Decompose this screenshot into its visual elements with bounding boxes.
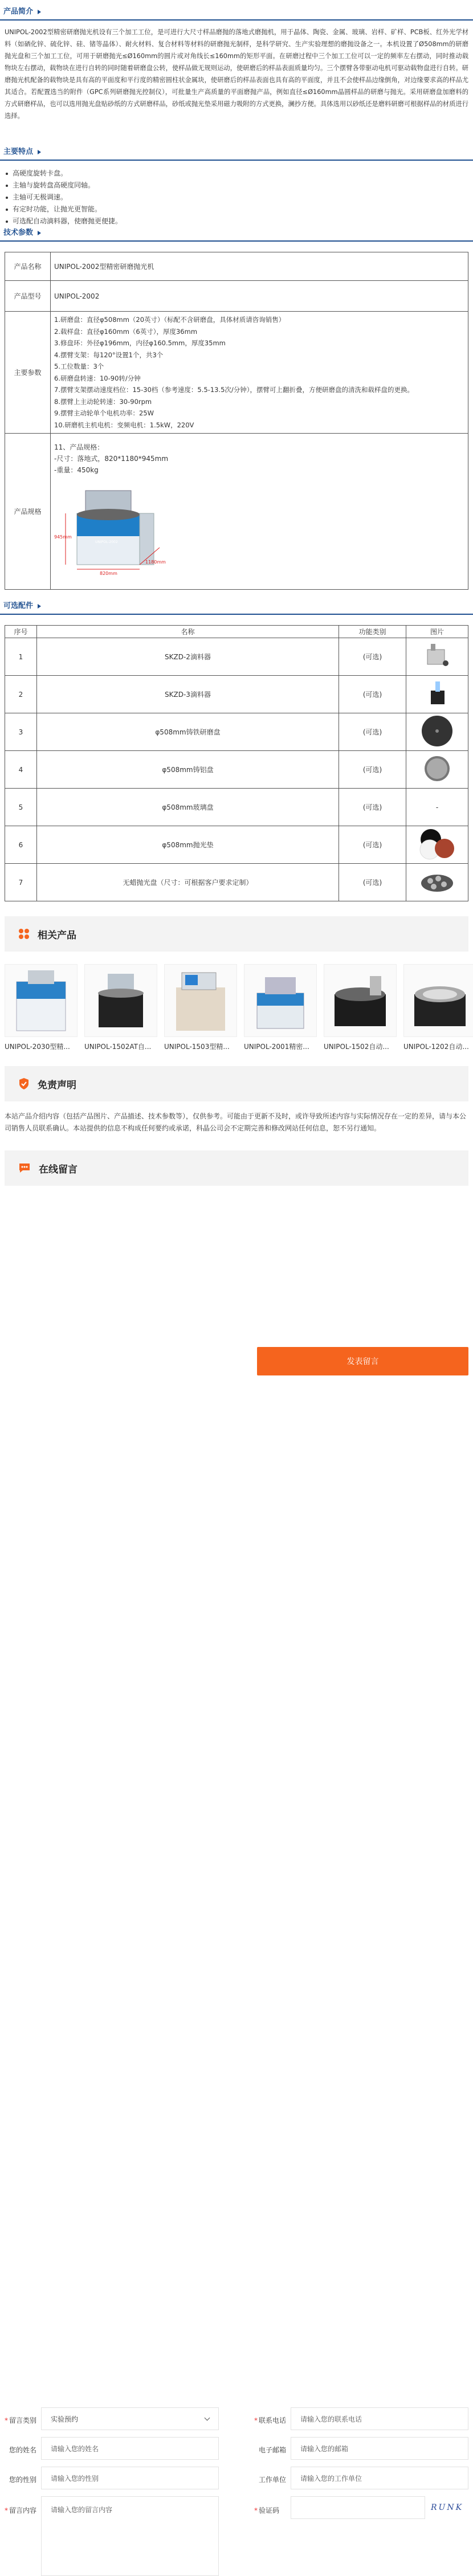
product-name[interactable]: UNIPOL-1502AT自...	[84, 1043, 152, 1051]
product-card[interactable]	[84, 964, 157, 1051]
product-name[interactable]: UNIPOL-2030型精...	[5, 1043, 70, 1051]
type-label: * 留言类别	[5, 2416, 37, 2424]
intro-text: UNIPOL-2002型精密研磨抛光机设有三个加工工位，是可进行大尺寸样品磨抛的落地式磨抛机，用于晶体、陶瓷、金属、玻璃、岩样、矿样、PCB板、红外光学材料（如硒化锌、硫化锌、硅、锗等晶体）、耐火材料、复合材料等材料的研磨抛光制样，是科学研究、生产实验理想的磨抛设备之一。本机设置了Ø508mm的研磨抛光盘和三个加工工位，可用于研磨抛光≤Ø160mm的圆片或对角线长≤160mm的矩形平面。在研磨过程中三个加工工位可以一定的频率左右摆动，同时推动载物块左右摆动，载物块在进行自转的同时随着研磨盘公转，使样品做无规则运动，使研磨后的样品表面质量均匀。三个摆臂各带驱动电机可驱动载物盘进行自转。研磨抛光机配备的载物块是具有高的平面度和平行度的精密圆柱状金属块，使研磨后的样品表面也具有高的平面度，并且不会使样品边缘倒角，对边缘要求高的样品尤其适合。若配置选当的附件（GPC系列研磨抛光控制仪），可批量生产高质量的平面磨抛产品，例如直径≤Ø160mm晶圆样品的研磨与抛光。采用研磨盘加磨料的方式研磨样品，也可以选用抛光盘贴砂纸的方式研磨样品，砂纸或抛光垫采用磁力吸附的方式更换，澜抄方便。具体选用以砂纸还是磨料研磨可根据样品的材质进行选择。	[5, 28, 468, 120]
chat-icon	[18, 1162, 31, 1174]
spec-param-line: 6.研磨盘转速：10-90转/分钟	[54, 374, 141, 382]
spec-param-line: 7.摆臂支架摆动速度档位：15-30档（参考速度：5.5-13.5次/分钟），摆臂可上翻折叠，方便研磨盘的清洗和载样盘的更换。	[54, 386, 414, 394]
col-header: 名称	[37, 626, 339, 638]
dispenser-image	[423, 679, 451, 708]
captcha-image[interactable]: RUNK	[431, 2503, 464, 2512]
arrow-right-icon	[38, 604, 41, 609]
related-products-list	[0, 952, 473, 1051]
company-input[interactable]: 请输入您的工作单位	[291, 2467, 468, 2489]
grid-icon	[18, 928, 30, 940]
list-item: 主轴可无极调速。	[6, 191, 468, 203]
content-textarea[interactable]: 请输入您的留言内容	[41, 2496, 219, 2576]
table-row: 2 SKZD-3滴料器 (可选)	[5, 676, 468, 713]
phone-label: * 联系电话	[254, 2416, 287, 2424]
section-header-features: 主要特点	[0, 140, 473, 161]
product-name[interactable]: UNIPOL-1202自动...	[403, 1043, 469, 1051]
machine-brand-label: UNIPOL-2002	[95, 540, 118, 544]
section-header-accessories: 可选配件	[0, 594, 473, 615]
gender-label: 您的性别	[9, 2476, 37, 2484]
dim-depth-label: 1180mm	[145, 560, 166, 565]
product-card[interactable]	[164, 964, 237, 1051]
col-header: 图片	[406, 626, 468, 638]
disclaimer-title: 免责声明	[38, 1079, 76, 1091]
spec-param-line: 4.摆臂支架：每120°设置1个，共3个	[54, 350, 164, 359]
aluminum-disc-image	[420, 753, 454, 785]
spec-key: 产品规格	[5, 434, 51, 590]
spec-key: 主要参数	[5, 312, 51, 434]
spec-param-line: 2.载样盘：直径φ160mm（6英寸），厚度36mm	[54, 327, 198, 336]
arrow-right-icon	[38, 150, 41, 154]
shield-icon	[18, 1077, 30, 1090]
machine-image	[54, 479, 168, 576]
product-name[interactable]: UNIPOL-1502自动...	[324, 1043, 389, 1051]
spec-size	[51, 434, 468, 590]
captcha-input[interactable]	[291, 2496, 425, 2519]
captcha-label: * 验证码	[254, 2506, 280, 2514]
list-item: 高硬度旋转卡盘。	[6, 168, 468, 179]
product-name[interactable]: UNIPOL-2001精密...	[244, 1043, 309, 1051]
spec-param-line: 3.修盘环：外径φ196mm，内径φ160.5mm，厚度35mm	[54, 339, 226, 347]
feature-list	[0, 161, 473, 225]
spec-param-line: 9.摆臂主动轮单个电机功率：25W	[54, 409, 154, 417]
iron-disc-image	[420, 715, 454, 747]
spec-size-line: 11、产品规格：	[54, 443, 104, 451]
related-products-header	[5, 916, 468, 952]
list-item: 有定时功能，让抛光更智能。	[6, 203, 468, 215]
table-row: 1 SKZD-2滴料器 (可选)	[5, 638, 468, 676]
gender-input[interactable]: 请输入您的性别	[41, 2467, 219, 2489]
message-title: 在线留言	[39, 1164, 78, 1175]
disclaimer-text: 本站产品介绍内容（包括产品图片、产品描述、技术参数等），仅供参考。可能由于更新不及时，或许导致所述内容与实际情况存在一定的差异，请与本公司销售人员联系确认。本站提供的信息不构成任何要约或承诺，科晶公司会不定期完善和修改网站任何信息，恕不另行通知。	[5, 1112, 467, 1132]
spec-size-line: -尺寸：落地式，820*1180*945mm	[54, 455, 169, 463]
spec-table	[5, 252, 468, 590]
spec-param-line: 1.研磨盘：直径φ508mm（20英寸）（标配不含研磨盘，具体材质请咨询销售）	[54, 316, 286, 324]
product-image[interactable]	[84, 964, 157, 1037]
disclaimer-header	[5, 1066, 468, 1101]
table-row: 4 φ508mm铸铝盘 (可选)	[5, 751, 468, 789]
product-image[interactable]	[324, 964, 397, 1037]
dim-height-label: 945mm	[54, 534, 72, 540]
spec-params	[51, 312, 468, 434]
product-name[interactable]: UNIPOL-1503型精...	[164, 1043, 230, 1051]
waxless-disc-image	[420, 868, 454, 895]
name-label: 您的姓名	[9, 2446, 37, 2454]
product-card[interactable]	[5, 964, 78, 1051]
table-row: 3 φ508mm铸铁研磨盘 (可选)	[5, 713, 468, 751]
spec-value: UNIPOL-2002型精密研磨抛光机	[51, 252, 468, 281]
dispenser-image	[423, 642, 451, 670]
accessories-table	[5, 625, 468, 901]
phone-input[interactable]: 请输入您的联系电话	[291, 2407, 468, 2430]
related-products-title: 相关产品	[38, 929, 76, 941]
spec-param-line: 8.摆臂上主动轮转速：30-90rpm	[54, 397, 152, 406]
email-input[interactable]: 请输入您的邮箱	[291, 2437, 468, 2460]
section-header-intro: 产品简介	[0, 0, 473, 21]
email-label: 电子邮箱	[259, 2446, 287, 2454]
spec-value: UNIPOL-2002	[51, 281, 468, 312]
product-image[interactable]	[403, 964, 473, 1037]
spec-size-line: -重量：450kg	[54, 466, 99, 474]
table-row: 6 φ508mm抛光垫 (可选)	[5, 826, 468, 864]
spec-key: 产品型号	[5, 281, 51, 312]
list-item: 可选配自动滴料器，使磨抛更便捷。	[6, 215, 468, 227]
col-header: 序号	[5, 626, 37, 638]
product-card[interactable]	[324, 964, 397, 1051]
table-row: 5 φ508mm玻璃盘 (可选) -	[5, 789, 468, 826]
spec-param-line: 10.研磨机主机电机：变频电机：1.5kW，220V	[54, 421, 194, 429]
name-input[interactable]: 请输入您的姓名	[41, 2437, 219, 2460]
col-header: 功能类别	[339, 626, 406, 638]
product-card[interactable]	[403, 964, 473, 1051]
message-header	[5, 1150, 468, 1186]
product-card[interactable]	[244, 964, 317, 1051]
spec-key: 产品名称	[5, 252, 51, 281]
submit-button[interactable]: 发表留言	[257, 1347, 468, 1375]
table-row: 7 无蜡抛光盘（尺寸：可根据客户要求定制） (可选)	[5, 864, 468, 901]
product-image[interactable]	[164, 964, 237, 1037]
type-select[interactable]: 实验预约	[41, 2407, 219, 2430]
arrow-right-icon	[38, 10, 41, 14]
polishing-pad-image	[417, 828, 457, 860]
arrow-right-icon	[38, 231, 41, 235]
list-item: 主轴与旋转盘高硬度同轴。	[6, 179, 468, 191]
content-label: * 留言内容	[5, 2506, 37, 2514]
product-image[interactable]	[244, 964, 317, 1037]
dim-width-label: 820mm	[100, 571, 117, 576]
chevron-down-icon	[205, 2415, 210, 2420]
spec-param-line: 5.工位数量：3个	[54, 362, 104, 370]
company-label: 工作单位	[259, 2476, 287, 2484]
section-header-specs: 技术参数	[0, 221, 473, 242]
product-image[interactable]	[5, 964, 78, 1037]
